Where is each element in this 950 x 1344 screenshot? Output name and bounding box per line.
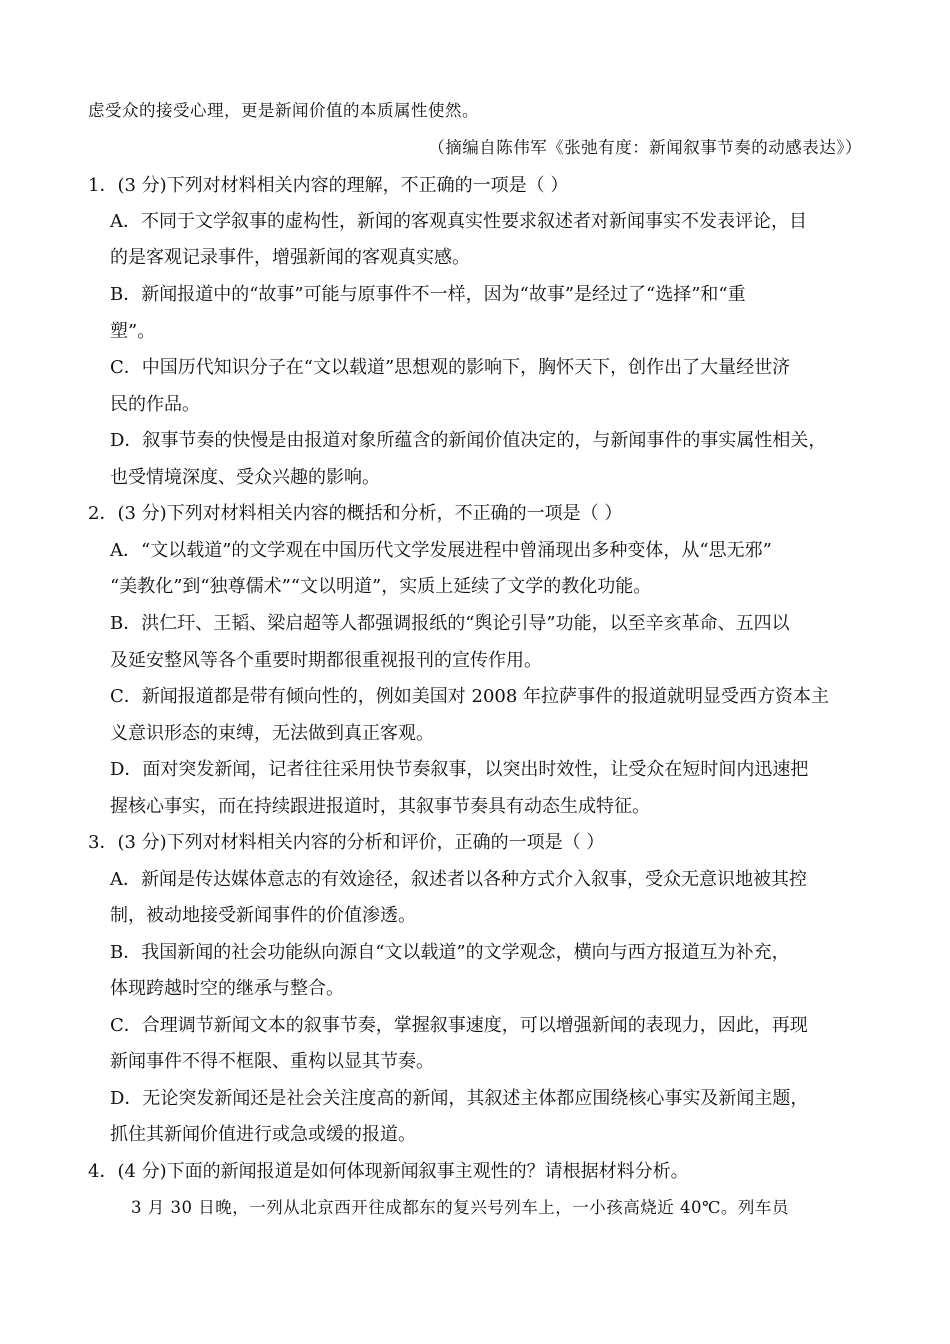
question-3-option-c-cont: 新闻事件不得不框限、重构以显其节奏。 (110, 1051, 434, 1072)
news-excerpt: 3 月 30 日晚，一列从北京西开往成都东的复兴号列车上，一小孩高烧近 40℃。列车员 (131, 1198, 789, 1217)
question-2-option-c: C．新闻报道都是带有倾向性的，例如美国对 2008 年拉萨事件的报道就明显受西方资本主 (110, 686, 830, 707)
question-1-option-b-cont: 塑”。 (110, 321, 156, 342)
question-1-option-c-cont: 民的作品。 (110, 394, 200, 415)
question-3-option-d: D．无论突发新闻还是社会关注度高的新闻，其叙述主体都应围绕核心事实及新闻主题， (110, 1088, 809, 1109)
question-2-option-a: A．“文以载道”的文学观在中国历代文学发展进程中曾涌现出多种变体，从“思无邪” (110, 540, 772, 561)
question-3-stem: 3．(3 分)下列对材料相关内容的分析和评价，正确的一项是（ ） (88, 832, 605, 853)
passage-tail: 虑受众的接受心理，更是新闻价值的本质属性使然。 (88, 101, 479, 120)
question-2-stem: 2．(3 分)下列对材料相关内容的概括和分析，不正确的一项是（ ） (88, 503, 623, 524)
question-1-option-c: C．中国历代知识分子在“文以载道”思想观的影响下，胸怀天下，创作出了大量经世济 (110, 357, 791, 378)
question-1-option-d: D．叙事节奏的快慢是由报道对象所蕴含的新闻价值决定的，与新闻事件的事实属性相关， (110, 430, 827, 451)
question-3-option-a: A．新闻是传达媒体意志的有效途径，叙述者以各种方式介入叙事，受众无意识地被其控 (110, 869, 807, 890)
question-3-option-b-cont: 体现跨越时空的继承与整合。 (110, 978, 344, 999)
question-2-option-c-cont: 义意识形态的束缚，无法做到真正客观。 (110, 723, 434, 744)
question-4-stem: 4．(4 分)下面的新闻报道是如何体现新闻叙事主观性的？请根据材料分析。 (88, 1161, 689, 1182)
question-3-option-b: B．我国新闻的社会功能纵向源自“文以载道”的文学观念，横向与西方报道互为补充， (110, 942, 790, 963)
question-3-option-a-cont: 制，被动地接受新闻事件的价值渗透。 (110, 905, 416, 926)
question-3-option-c: C．合理调节新闻文本的叙事节奏，掌握叙事速度，可以增强新闻的表现力，因此，再现 (110, 1015, 808, 1036)
question-2-option-a-cont: “美教化”到“独尊儒术”“文以明道”，实质上延续了文学的教化功能。 (110, 576, 652, 597)
question-1-option-d-cont: 也受情境深度、受众兴趣的影响。 (110, 467, 380, 488)
question-2-option-b-cont: 及延安整风等各个重要时期都很重视报刊的宣传作用。 (110, 650, 542, 671)
question-3-option-d-cont: 抓住其新闻价值进行或急或缓的报道。 (110, 1124, 416, 1145)
question-2-option-b: B．洪仁玕、王韬、梁启超等人都强调报纸的“舆论引导”功能，以至辛亥革命、五四以 (110, 613, 790, 634)
question-1-stem: 1．(3 分)下列对材料相关内容的理解，不正确的一项是（ ） (88, 175, 569, 196)
passage-source: （摘编自陈伟军《张弛有度：新闻叙事节奏的动感表达》） (428, 138, 862, 157)
question-2-option-d: D．面对突发新闻，记者往往采用快节奏叙事，以突出时效性，让受众在短时间内迅速把 (110, 759, 809, 780)
question-1-option-b: B．新闻报道中的“故事”可能与原事件不一样，因为“故事”是经过了“选择”和“重 (110, 284, 746, 305)
question-1-option-a-cont: 的是客观记录事件，增强新闻的客观真实感。 (110, 247, 470, 268)
question-1-option-a: A．不同于文学叙事的虚构性，新闻的客观真实性要求叙述者对新闻事实不发表评论，目 (110, 211, 807, 232)
question-2-option-d-cont: 握核心事实，而在持续跟进报道时，其叙事节奏具有动态生成特征。 (110, 796, 650, 817)
